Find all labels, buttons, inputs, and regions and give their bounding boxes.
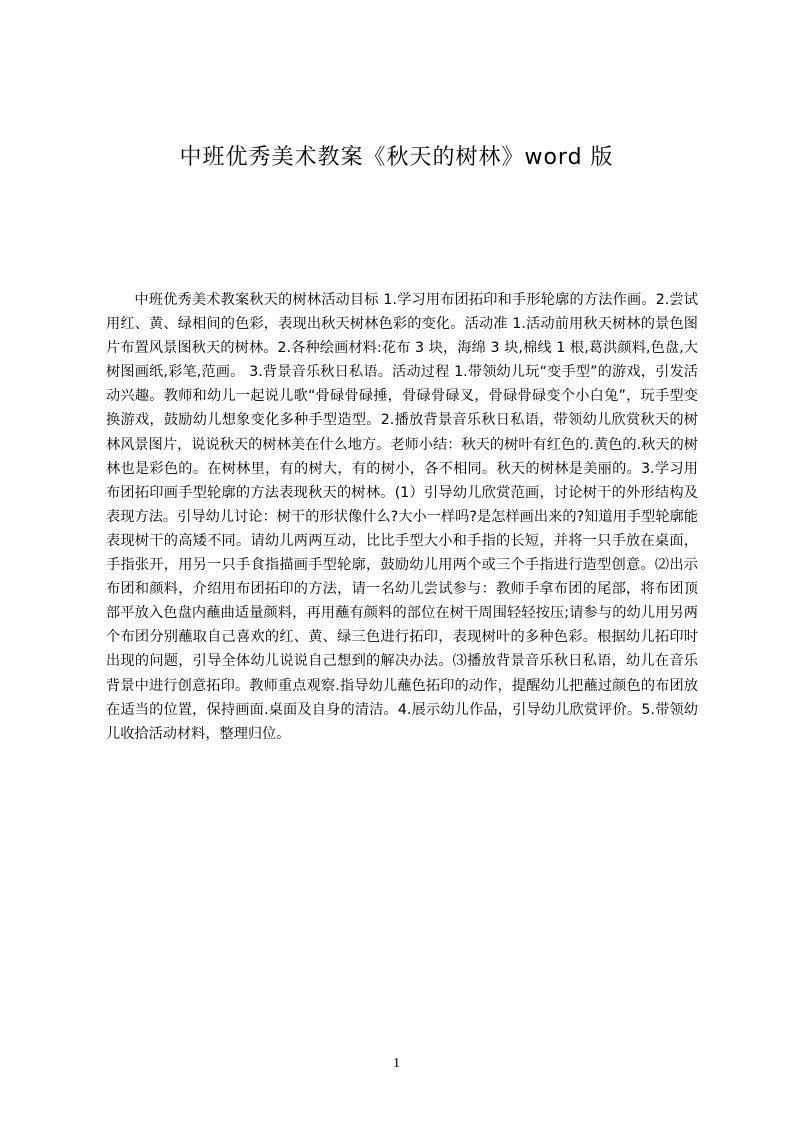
document-body-paragraph: 中班优秀美术教案秋天的树林活动目标 1.学习用布团拓印和手形轮廓的方法作画。2.尝试用红、黄、绿相间的色彩，表现出秋天树林色彩的变化。活动准 1.活动前用秋天树林的景色图片布置风景图秋天的树林。2.各种绘画材料:花布 3 块，海绵 3 块,棉线 1 根,葛洪颜料,色盘,大树图画纸,彩笔,范画。 3.背景音乐秋日私语。活动过程 1.带领幼儿玩“变手型”的游戏，引发活动兴趣。教师和幼儿一起说儿歌“骨碌骨碌捶，骨碌骨碌叉，骨碌骨碌变个小白兔”，玩手型变换游戏，鼓励幼儿想象变化多种手型造型。2.播放背景音乐秋日私语，带领幼儿欣赏秋天的树林风景图片，说说秋天的树林美在什么地方。老师小结：秋天的树叶有红色的.黄色的.秋天的树林也是彩色的。在树林里，有的树大，有的树小，各不相同。秋天的树林是美丽的。3.学习用布团拓印画手型轮廓的方法表现秋天的树林。(1）引导幼儿欣赏范画，讨论树干的外形结构及表现方法。引导幼儿讨论：树干的形状像什么?大小一样吗?是怎样画出来的?知道用手型轮廓能表现树干的高矮不同。请幼儿两两互动，比比手型大小和手指的长短，并将一只手放在桌面，手指张开，用另一只手食指描画手型轮廓，鼓励幼儿用两个或三个手指进行造型创意。⑵出示布团和颜料，介绍用布团拓印的方法，请一名幼儿尝试参与：教师手拿布团的尾部，将布团顶部平放入色盘内蘸曲适量颜料，再用蘸有颜料的部位在树干周围轻轻按压;请参与的幼儿用另两个布团分别蘸取自己喜欢的红、黄、绿三色进行拓印，表现树叶的多种色彩。根据幼儿拓印时出现的问题，引导全体幼儿说说自己想到的解决办法。⑶播放背景音乐秋日私语，幼儿在音乐背景中进行创意拓印。教师重点观察.指导幼儿蘸色拓印的动作，提醒幼儿把蘸过颜色的布团放在适当的位置，保持画面.桌面及自身的清洁。4.展示幼儿作品，引导幼儿欣赏评价。5.带领幼儿收拾活动材料，整理归位。	[106, 292, 698, 742]
document-title: 中班优秀美术教案《秋天的树林》word 版	[179, 145, 614, 170]
page-number: 1	[393, 1056, 400, 1071]
